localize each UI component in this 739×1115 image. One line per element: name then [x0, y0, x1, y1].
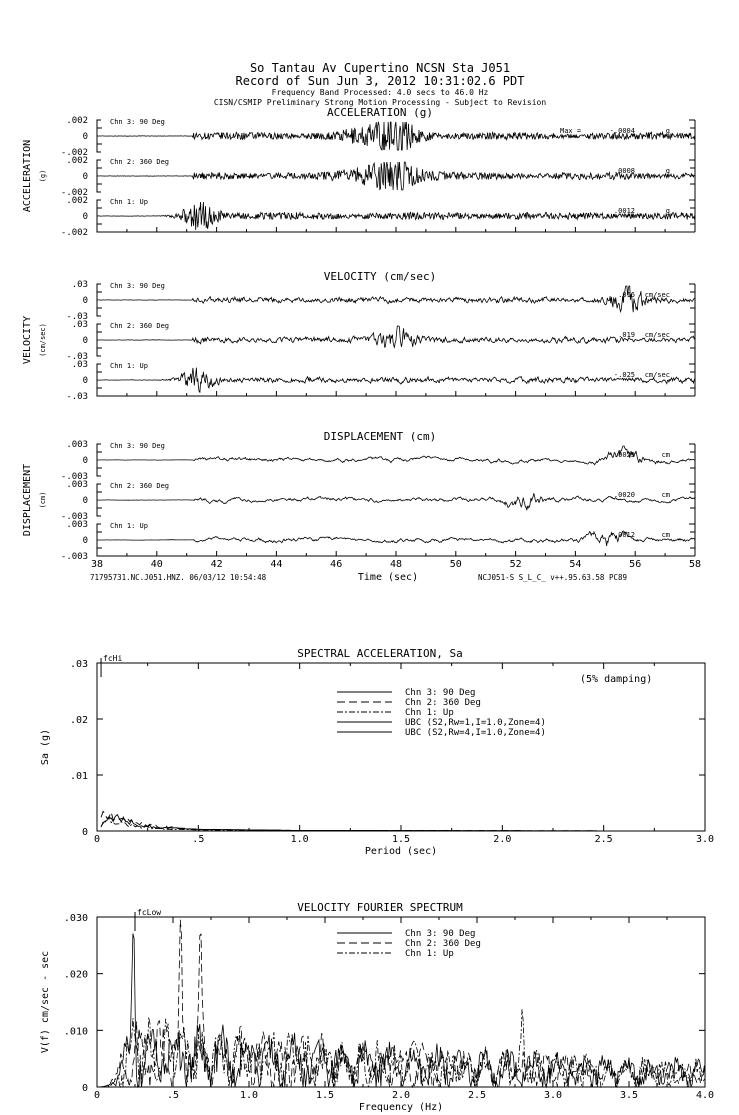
- x-tick-label: .5: [166, 1090, 180, 1101]
- channel-max: -.025: [613, 371, 635, 379]
- marker-label: fcHi: [103, 654, 123, 663]
- waveform-trace: [97, 446, 695, 465]
- x-tick-label: 2.5: [467, 1090, 487, 1101]
- channel-max: -.0004: [609, 127, 635, 135]
- y-tick-label: .03: [69, 659, 88, 670]
- y-tick-label: -.002: [60, 188, 88, 198]
- max-prefix: Max =: [560, 127, 582, 135]
- section-title: VELOCITY (cm/sec): [323, 270, 437, 283]
- x-tick-label: 1.0: [290, 834, 309, 845]
- section-yunit: (g): [39, 169, 47, 183]
- marker-label: fcLow: [137, 908, 162, 917]
- y-tick-label: -.003: [60, 512, 88, 522]
- spectrum-frame: [97, 663, 705, 831]
- y-tick-label: -.002: [60, 228, 88, 238]
- damping-note: (5% damping): [580, 674, 653, 685]
- y-axis-label: V(f) cm/sec - sec: [40, 950, 51, 1054]
- y-tick-label: 0: [81, 827, 88, 838]
- y-tick-label: 0: [82, 376, 88, 386]
- legend-label: Chn 2: 360 Deg: [405, 698, 481, 708]
- channel-unit: g: [665, 207, 670, 215]
- channel-unit: cm/sec: [644, 331, 670, 339]
- x-tick-label: 46: [330, 559, 343, 570]
- y-tick-label: .01: [69, 771, 88, 782]
- y-tick-label: 0: [82, 172, 88, 182]
- x-tick-label: 56: [629, 559, 642, 570]
- x-tick-label: 0: [93, 1090, 101, 1101]
- channel-label: Chn 1: Up: [110, 362, 148, 370]
- legend-label: Chn 3: 90 Deg: [405, 929, 476, 939]
- channel-max: -.0012: [609, 531, 635, 539]
- x-tick-label: 4.0: [695, 1090, 715, 1101]
- legend-label: Chn 1: Up: [405, 949, 454, 959]
- channel-label: Chn 1: Up: [110, 198, 148, 206]
- section-ylabel: VELOCITY: [22, 315, 33, 365]
- waveform-trace: [97, 202, 695, 230]
- y-tick-label: .002: [66, 196, 88, 206]
- waveform-trace: [97, 493, 695, 510]
- x-tick-label: 3.0: [695, 834, 715, 845]
- y-tick-label: -.03: [66, 312, 88, 322]
- channel-max: .019: [618, 331, 635, 339]
- section-yunit: (cm/sec): [39, 323, 47, 357]
- legend-label: UBC (S2,Rw=4,I=1.0,Zone=4): [405, 728, 546, 738]
- channel-unit: cm: [661, 451, 670, 459]
- channel-max: .0012: [613, 207, 635, 215]
- x-tick-label: 48: [389, 559, 403, 570]
- legend-label: Chn 2: 360 Deg: [405, 939, 481, 949]
- waveform-trace: [97, 122, 695, 150]
- y-tick-label: .020: [63, 969, 88, 981]
- footer-right: NCJ051-S S_L_C_ v++.95.63.58 PC89: [478, 573, 628, 582]
- x-tick-label: 54: [569, 559, 582, 570]
- x-tick-label: 42: [210, 559, 223, 570]
- channel-max: .0023: [613, 451, 635, 459]
- y-tick-label: .003: [66, 520, 88, 530]
- channel-unit: g: [665, 167, 670, 175]
- footer-left: 71795731.NC.J051.HNZ. 06/03/12 10:54:48: [90, 573, 267, 582]
- legend-label: Chn 1: Up: [405, 708, 454, 718]
- y-tick-label: 0: [82, 132, 88, 142]
- y-tick-label: 0: [82, 336, 88, 346]
- x-tick-label: 2.0: [391, 1090, 411, 1101]
- channel-unit: cm: [661, 531, 670, 539]
- x-tick-label: 2.0: [493, 834, 512, 845]
- y-axis-label: Sa (g): [40, 728, 51, 766]
- channel-label: Chn 3: 90 Deg: [110, 442, 165, 450]
- y-tick-label: -.002: [60, 148, 88, 158]
- channel-unit: cm: [661, 491, 670, 499]
- x-tick-label: 3.5: [619, 1090, 639, 1101]
- y-tick-label: .030: [63, 913, 88, 924]
- x-tick-label: 1.5: [315, 1090, 335, 1101]
- y-tick-label: .03: [71, 360, 88, 370]
- x-tick-label: 3.0: [543, 1090, 563, 1101]
- header-note: CISN/CSMIP Preliminary Strong Motion Processing - Subject to Revision: [213, 98, 547, 107]
- x-axis-label: Time (sec): [357, 572, 419, 583]
- channel-unit: g: [665, 127, 670, 135]
- waveform-trace: [97, 531, 695, 546]
- section-title: DISPLACEMENT (cm): [323, 430, 437, 443]
- x-tick-label: 50: [449, 559, 462, 570]
- channel-unit: cm/sec: [644, 291, 670, 299]
- waveform-trace: [97, 368, 695, 393]
- x-tick-label: 40: [150, 559, 163, 570]
- y-tick-label: .010: [63, 1026, 88, 1038]
- legend-label: Chn 3: 90 Deg: [405, 688, 476, 698]
- y-tick-label: .03: [71, 320, 88, 330]
- x-axis-label: Frequency (Hz): [358, 1102, 444, 1113]
- spectrum-title: VELOCITY FOURIER SPECTRUM: [297, 901, 463, 914]
- header-record: Record of Sun Jun 3, 2012 10:31:02.6 PDT: [235, 74, 525, 88]
- channel-label: Chn 2: 360 Deg: [110, 158, 170, 166]
- y-tick-label: -.03: [66, 392, 88, 402]
- y-tick-label: 0: [82, 456, 88, 466]
- y-tick-label: -.003: [60, 552, 88, 562]
- spectrum-title: SPECTRAL ACCELERATION, Sa: [297, 647, 463, 660]
- channel-label: Chn 3: 90 Deg: [110, 118, 165, 126]
- section-title: ACCELERATION (g): [327, 106, 433, 119]
- x-tick-label: 52: [509, 559, 522, 570]
- legend-label: UBC (S2,Rw=1,I=1.0,Zone=4): [405, 718, 546, 728]
- x-tick-label: 1.5: [391, 834, 411, 845]
- channel-label: Chn 3: 90 Deg: [110, 282, 165, 290]
- header-station: So Tantau Av Cupertino NCSN Sta J051: [249, 61, 511, 75]
- channel-unit: cm/sec: [644, 371, 670, 379]
- y-tick-label: .03: [71, 280, 88, 290]
- x-tick-label: 58: [688, 559, 702, 570]
- x-tick-label: 44: [270, 559, 283, 570]
- channel-max: .0020: [613, 491, 635, 499]
- x-tick-label: .5: [192, 834, 205, 845]
- y-tick-label: -.003: [60, 472, 88, 482]
- channel-label: Chn 2: 360 Deg: [110, 482, 170, 490]
- x-tick-label: 0: [93, 834, 101, 845]
- y-tick-label: 0: [82, 212, 88, 222]
- y-tick-label: 0: [81, 1083, 88, 1094]
- sa-series: [101, 811, 705, 831]
- y-tick-label: .002: [66, 116, 88, 126]
- x-tick-label: 1.0: [239, 1090, 259, 1101]
- channel-max: .016: [618, 291, 635, 299]
- x-tick-label: 2.5: [594, 834, 613, 845]
- y-tick-label: 0: [82, 296, 88, 306]
- x-tick-label: 38: [90, 559, 104, 570]
- channel-label: Chn 1: Up: [110, 522, 148, 530]
- channel-label: Chn 2: 360 Deg: [110, 322, 170, 330]
- section-ylabel: DISPLACEMENT: [22, 463, 33, 537]
- y-tick-label: .003: [66, 440, 88, 450]
- y-tick-label: 0: [82, 536, 88, 546]
- y-tick-label: .003: [66, 480, 88, 490]
- channel-max: .0008: [613, 167, 635, 175]
- waveform-trace: [97, 286, 695, 312]
- x-axis-label: Period (sec): [364, 846, 438, 857]
- header-band: Frequency Band Processed: 4.0 secs to 46.0 Hz: [271, 88, 489, 97]
- y-tick-label: -.03: [66, 352, 88, 362]
- waveform-trace: [97, 326, 695, 347]
- waveform-trace: [97, 162, 695, 190]
- section-ylabel: ACCELERATION: [22, 139, 33, 213]
- y-tick-label: .02: [69, 715, 88, 726]
- y-tick-label: .002: [66, 156, 88, 166]
- y-tick-label: 0: [82, 496, 88, 506]
- section-yunit: (cm): [39, 491, 47, 509]
